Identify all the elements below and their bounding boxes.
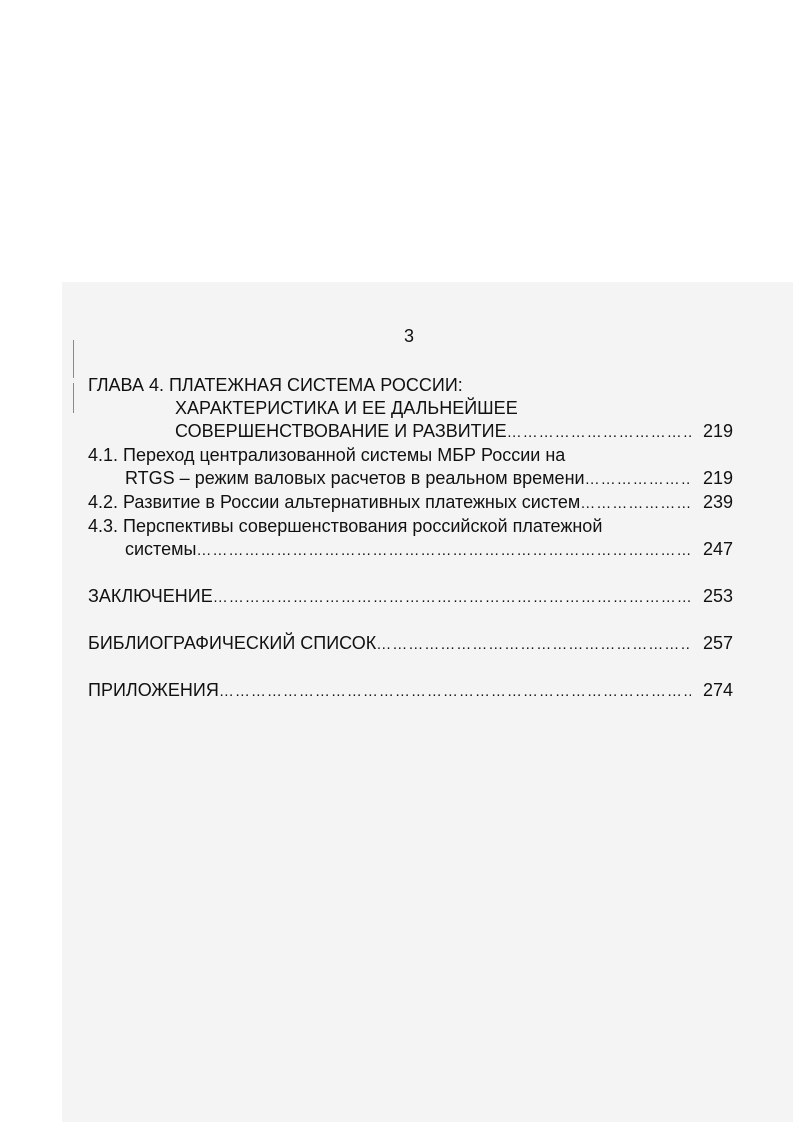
toc-section-4-1-line1 xyxy=(88,444,733,467)
leader-dots xyxy=(196,539,691,562)
section-4-1-title-line1: 4.1. Переход централизованной системы МБР России на xyxy=(88,445,566,465)
chapter4-title-line2: ХАРАКТЕРИСТИКА И ЕЕ ДАЛЬНЕЙШЕЕ xyxy=(175,398,518,418)
conclusion-page-number: 253 xyxy=(702,586,733,606)
toc-chapter4-line1 xyxy=(88,374,733,397)
toc-appendices xyxy=(88,679,733,703)
appendices-title: ПРИЛОЖЕНИЯ xyxy=(88,680,219,700)
leader-dots xyxy=(507,421,691,444)
leader-dots xyxy=(219,680,691,703)
margin-line-lower xyxy=(73,383,74,413)
toc-conclusion xyxy=(88,585,733,609)
bibliography-title: БИБЛИОГРАФИЧЕСКИЙ СПИСОК xyxy=(88,633,377,653)
section-4-1-title-line2: RTGS – режим валовых расчетов в реальном времени xyxy=(125,468,585,488)
leader-dots xyxy=(376,633,691,656)
chapter4-title-line3: СОВЕРШЕНСТВОВАНИЕ И РАЗВИТИЕ xyxy=(175,421,507,441)
chapter4-page-number: 219 xyxy=(702,421,733,441)
toc-chapter4-line2 xyxy=(88,397,733,420)
page-number: 3 xyxy=(403,326,414,346)
table-of-contents xyxy=(88,374,733,703)
conclusion-title: ЗАКЛЮЧЕНИЕ xyxy=(88,586,213,606)
appendices-page-number: 274 xyxy=(702,680,733,700)
section-4-1-page-number: 219 xyxy=(702,468,733,488)
section-4-2-title: 4.2. Развитие в России альтернативных платежных систем xyxy=(88,492,581,512)
toc-section-4-3-line1 xyxy=(88,515,733,538)
leader-dots xyxy=(580,492,691,515)
toc-section-4-3-line2 xyxy=(88,538,733,562)
section-4-3-page-number: 247 xyxy=(702,539,733,559)
section-4-3-title-line2: системы xyxy=(125,539,197,559)
chapter4-title-line1: ГЛАВА 4. ПЛАТЕЖНАЯ СИСТЕМА РОССИИ: xyxy=(88,375,463,395)
leader-dots xyxy=(213,586,691,609)
toc-section-4-1-line2 xyxy=(88,467,733,491)
bibliography-page-number: 257 xyxy=(702,633,733,653)
section-4-3-title-line1: 4.3. Перспективы совершенствования российской платежной xyxy=(88,516,603,536)
toc-chapter4-line3 xyxy=(88,420,733,444)
toc-bibliography xyxy=(88,632,733,656)
leader-dots xyxy=(585,468,691,491)
toc-section-4-2 xyxy=(88,491,733,515)
section-4-2-page-number: 239 xyxy=(702,492,733,512)
